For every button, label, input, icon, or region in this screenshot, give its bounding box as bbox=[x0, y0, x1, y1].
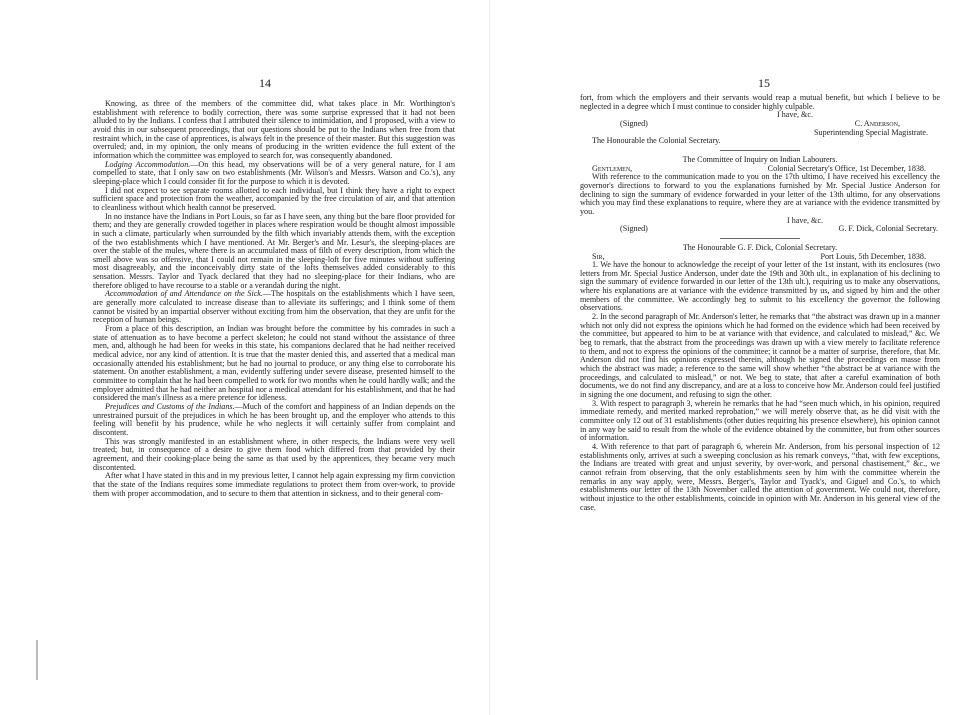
letter3-addressee: The Honourable G. F. Dick, Colonial Secretary. bbox=[682, 242, 838, 252]
prejudice-text: —Much of the comfort and happiness of an Indian depends on the unrestrained pursuit of the prejudices in which he has been brought up, and the employer who attends to this feeling will benefit by his prudence, while he who neglects it will certainly suffer from complaint and discontent. bbox=[93, 401, 456, 437]
paragraph: This was strongly manifested in an establishment where, in other respects, the Indians were very well treated; but, in consequence of a desire to give them food which differed from that provided by their agreement, and their cooking-place being the same as that used by the apprentices, they became very much discontented. bbox=[93, 436, 455, 472]
prejudice-paragraph bbox=[93, 403, 455, 438]
margin-mark bbox=[36, 640, 38, 680]
right-page bbox=[490, 0, 980, 715]
paragraph: After what I have stated in this and in my previous letter, I cannot help again expressing my firm conviction that the state of the Indians requires some immediate regulations to protect them from over-work, to provide them with proper accommodation, and to secure to them that attention in sickness, and to their general com- bbox=[93, 471, 455, 498]
left-text-column bbox=[93, 100, 455, 498]
letter3-place-date: Port Louis, 5th December, 1838. bbox=[820, 251, 926, 261]
letter2-signatory: G. F. Dick, Colonial Secretary. bbox=[838, 224, 938, 234]
medical-paragraph bbox=[93, 290, 455, 325]
paragraph: 1. We have the honour to acknowledge the receipt of your letter of the 1st instant, with its enclosures (two letters from Mr. Special Justice Anderson, under date the 19th and 30th ult., in explanation of his declining to sign the summary of evidence forwarded in our letter of the 13th ult.), requiring us to make any observations, where his explanations are at variance with the evidence transmitted by us, and signed by him and the other members of the committee. We accordingly beg to submit to his excellency the governor the following observations. bbox=[580, 260, 940, 313]
paragraph: 2. In the second paragraph of Mr. Anderson's letter, he remarks that “the abstract was drawn up in a manner which not only did not express the opinions which he had formed on the evidence which had been received by the committee, but appeared to him to be at variance with that evidence, and calculated to mislead,” &c. We beg to remark, that the abstract from the proceedings was drawn up with a view merely to facilitate reference to them, and not to express the opinions of the committee; it cannot be a matter of surprise, therefore, that Mr. Anderson did not find his opinions expressed therein, although he signed the proceedings en masse from which the abstract was made; a reference to the same will show whether “the abstract be at variance with the proceedings, and calculated to mislead,” or not. We beg to state, that after a careful examination of both documents, we do not find any discrepancy, and are at a loss to conceive how Mr. Anderson could feel justified in signing the one document, and refusing to sign the other. bbox=[580, 312, 940, 399]
letter1-closing: I have, &c. bbox=[777, 110, 813, 120]
page-number-left: 14 bbox=[259, 76, 271, 90]
letter2-signed: (Signed) bbox=[620, 224, 648, 234]
letter1-signatory: C. Anderson, bbox=[854, 118, 900, 128]
lodging-text: —On this head, my observations will be of a very general nature, for I am compelled to state, that I only saw on two establishments (Mr. Wilson's and Messrs. Watson and Co.'s), any sleeping-place which I could consider fit for the purpose to which it is devoted. bbox=[93, 159, 455, 186]
lodging-heading: Lodging Accommodation. bbox=[105, 159, 191, 169]
paragraph: 4. With reference to that part of paragraph 6, wherein Mr. Anderson, from his personal inspection of 12 establishments only, arrives at such a sweeping conclusion as his remark conveys, “that, with few exceptions, the Indians are treated with great and unjust severity, by over-work, and personal chastisement,” &c., we cannot refrain from observing, that the only establishments seen by him with the committee wherein the remarks in any way apply, were, Messrs. Berger's, Taylor and Tyack's, and Giguel and Co.'s, to which establishments our letter of the 13th November called the attention of government. We could not, therefore, without injustice to the other establishments, coincide in opinion with Mr. Anderson in his general view of the case. bbox=[580, 441, 940, 512]
letter3-salutation: Sir, bbox=[592, 251, 605, 261]
paragraph: 3. With respect to paragraph 3, wherein he remarks that he had “seen much which, in his opinion, required immediate remedy, and merited marked reprobation,” we will merely observe that, as he did visit with the committee only 12 out of 31 establishments (other duties requiring his presence elsewhere), his opinion cannot in any way be said to result from the whole of the evidence obtained by the committee, but from other sources of information. bbox=[580, 398, 940, 443]
letter2-addressee: The Committee of Inquiry on Indian Labourers. bbox=[682, 154, 838, 164]
continuation-paragraph: fort, from which the employers and their servants would reap a mutual benefit, but which I believe to be neglected in a degree which I must continue to consider highly culpable. bbox=[580, 93, 940, 111]
letter1-title: Superintending Special Magistrate. bbox=[814, 127, 928, 137]
letter2-closing: I have, &c. bbox=[787, 215, 823, 225]
separator-rule bbox=[720, 238, 800, 239]
prejudice-heading: Prejudices and Customs of the Indians. bbox=[105, 401, 235, 411]
separator-rule bbox=[720, 150, 800, 151]
letter2-place-date: Colonial Secretary's Office, 1st December, 1838. bbox=[767, 163, 926, 173]
right-text-column bbox=[580, 94, 940, 512]
letter1-addressee: The Honourable the Colonial Secretary. bbox=[592, 136, 721, 146]
paragraph: In no instance have the Indians in Port Louis, so far as I have seen, any thing but the bare floor provided for them; and they are generally crowded together in places where respiration would be thought almost impossible in such a climate, particularly when surrounded by the filth which invariably attends them, with the exception of the two establishments which I have mentioned. At Mr. Berger's and Mr. Lesur's, the sleeping-places are over the stable of the mules, where there is an accumulated mass of filth of every description, from which the smell above was so offensive, that I could not remain in the sleeping-loft for five minutes without suffering most disagreeably, and the inconceivably dirty state of the lofts themselves added considerably to this sensation. Messrs. Taylor and Tyack declared that they had no sleeping-place for their Indians, who are therefore obliged to have recourse to a stable or a verandah during the night. bbox=[93, 211, 455, 290]
medical-text: —The hospitals on the establishments which I have seen, are generally more calculated to increase disease than to alleviate its sufferings; and I think some of them cannot be visited by an impartial observer without exciting from him the observation, that they are unfit for the reception of human beings. bbox=[93, 289, 455, 325]
letter2-body: With reference to the communication made to you on the 17th ultimo, I have received his excellency the governor's directions to forward to you the explanations furnished by Mr. Special Justice Anderson for declining to sign the summary of evidence forwarded in your letter of the 13th ultimo, for any observations which you may find these explanations to require, where they are at variance with the evidence transmitted by you. bbox=[580, 172, 940, 216]
medical-heading: Accommodation of and Attendance on the Sick. bbox=[105, 289, 263, 299]
paragraph: I did not expect to see separate rooms allotted to each individual, but I think they have a right to expect sufficient space and protection from the weather, accompanied by the free circulation of air, and that attention to cleanliness without which health cannot be preserved. bbox=[93, 185, 455, 212]
letter2-salutation: Gentlemen, bbox=[592, 163, 633, 173]
letter2-signature bbox=[580, 225, 940, 234]
paragraph: From a place of this description, an Indian was brought before the committee by his comrades in such a state of attenuation as to have become a perfect skeleton; he could not stand without the assistance of three men, and, although he had been for weeks in this state, his companions declared that he had neither received medical advice, nor any kind of attention. It is true that the master denied this, and asserted that a medical man occasionally attended his establishment; but he had no journal to produce, or any thing else to corroborate his statement. On another establishment, a man, evidently suffering under severe disease, presented himself to the committee to complain that he had been compelled to work for two months when he could hardly walk; and the employer admitted that he had neither an hospital nor a medical attendant for his establishment, and that he had considered the man's illness as a mere pretence for idleness. bbox=[93, 324, 455, 403]
letter1-signed: (Signed) bbox=[620, 118, 648, 128]
page-number-right: 15 bbox=[758, 76, 770, 90]
lodging-paragraph bbox=[93, 161, 455, 187]
paragraph: Knowing, as three of the members of the committee did, what takes place in Mr. Worthington's establishment with reference to bodily correction, there was some surprise expressed that it had not been alluded to by the Indians. I confess that I attributed their silence to intimidation, and I proposed, with a view to avoid this in our subsequent proceedings, that our questions should be put to the Indians when free from that restraint which, in the case of apprentices, is always felt in the presence of their master. But this suggestion was overruled; and, in my opinion, the only means of producing in the written evidence the full extent of the information which the committee was employed to search for, was consequently abandoned. bbox=[93, 99, 455, 160]
